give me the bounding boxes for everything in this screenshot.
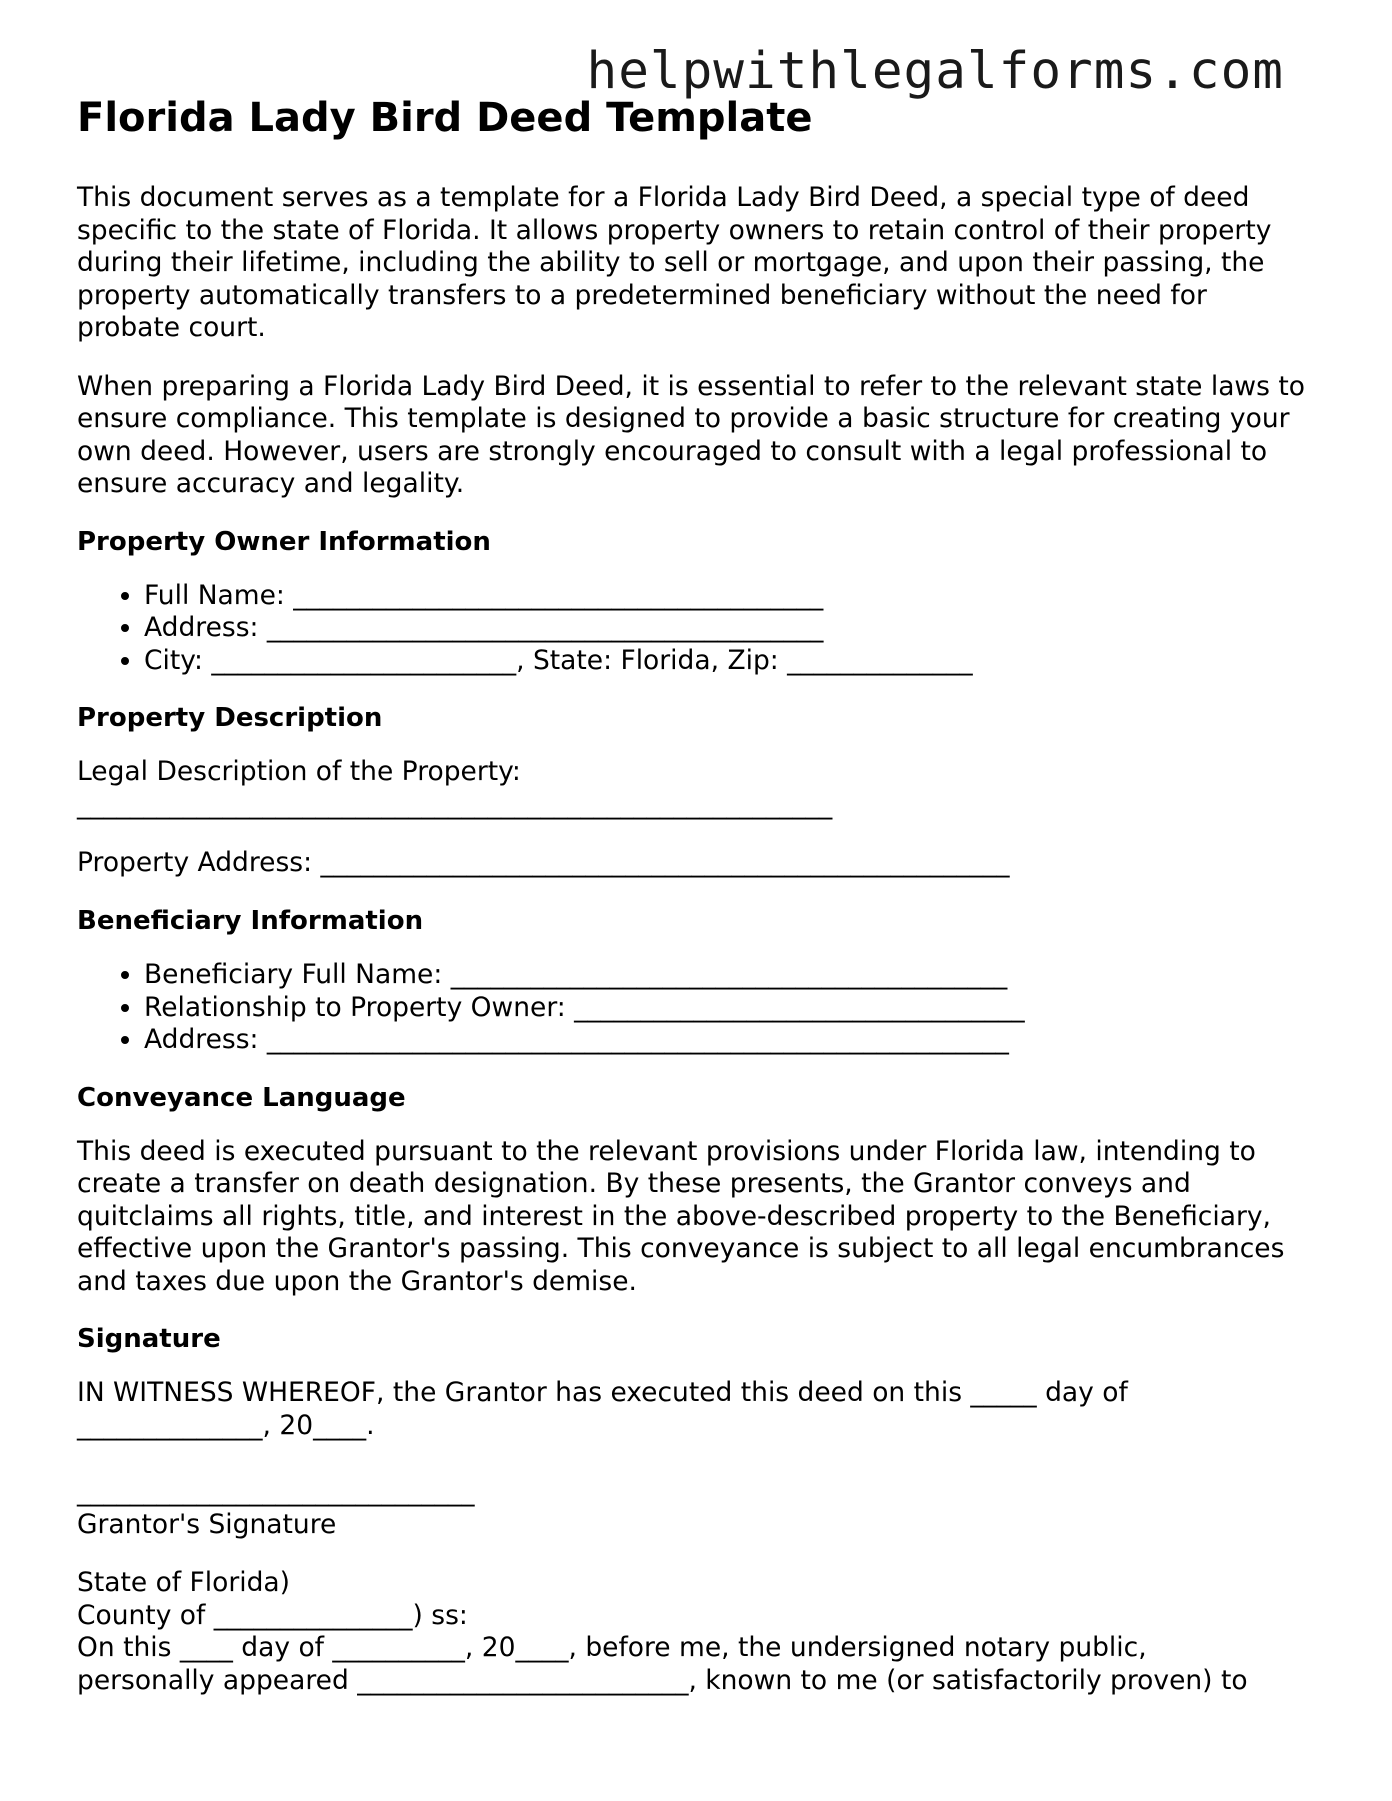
owner-address-field: • Address: __________________________________________: [144, 612, 1317, 645]
witness-line-1: IN WITNESS WHEREOF, the Grantor has executed this deed on this _____ day of: [77, 1377, 1128, 1409]
beneficiary-name-field: • Beneficiary Full Name: __________________________________________: [144, 959, 1317, 992]
beneficiary-fields: [77, 959, 1317, 1057]
legal-description-label: Legal Description of the Property:: [77, 756, 521, 788]
notary-county-line: County of _______________) ss:: [77, 1599, 468, 1631]
grantor-signature-block: [77, 1476, 1317, 1541]
owner-fields: [77, 580, 1317, 678]
notary-state-line: State of Florida): [77, 1567, 291, 1599]
site-watermark: helpwithlegalforms.com: [586, 42, 1284, 101]
conveyance-heading: Conveyance Language: [77, 1082, 406, 1113]
document-page: [77, 95, 1317, 1723]
owner-city-state-zip-field: • City: _______________________, State: Florida, Zip: ______________: [144, 645, 1317, 678]
notary-block: [77, 1567, 1317, 1697]
property-heading: Property Description: [77, 703, 383, 734]
intro-paragraph-1: This document serves as a template for a Florida Lady Bird Deed, a special type of deed specific to the state of Florida. It allows property owners to retain control of their property during their lifetime, including the ability to sell or mortgage, and upon their passing, the property automatically transfers to a predetermined beneficiary without the need for probate court.: [77, 182, 1272, 343]
grantor-signature-label: Grantor's Signature: [77, 1508, 337, 1540]
owner-full-name-field: • Full Name: ________________________________________: [144, 580, 1317, 613]
beneficiary-heading: Beneficiary Information: [77, 905, 424, 936]
property-address-field: Property Address: ____________________________________________________: [77, 847, 1010, 879]
page-title: Florida Lady Bird Deed Template: [77, 95, 813, 141]
beneficiary-relationship-field: • Relationship to Property Owner: __________________________________: [144, 992, 1317, 1025]
beneficiary-address-field: • Address: ________________________________________________________: [144, 1024, 1317, 1057]
witness-statement: [77, 1377, 1317, 1442]
witness-line-2: ______________, 20____.: [77, 1409, 375, 1441]
notary-appeared-line: personally appeared _________________________, known to me (or satisfactorily proven) to: [77, 1664, 1248, 1696]
legal-description-blank: _________________________________________________________: [77, 788, 833, 820]
grantor-signature-line: ______________________________: [77, 1476, 475, 1508]
notary-date-line: On this ____ day of __________, 20____, before me, the undersigned notary public,: [77, 1632, 1147, 1664]
intro-paragraph-2: When preparing a Florida Lady Bird Deed, it is essential to refer to the relevant state laws to ensure compliance. This template is designed to provide a basic structure for creating your own deed. However, users are strongly encouraged to consult with a legal professional to ensure accuracy and legality.: [77, 370, 1305, 499]
signature-heading: Signature: [77, 1324, 221, 1355]
owner-heading: Property Owner Information: [77, 526, 491, 557]
legal-description: [77, 756, 1317, 821]
conveyance-text: This deed is executed pursuant to the relevant provisions under Florida law, intending to create a transfer on death designation. By these presents, the Grantor conveys and quitclaims all rights, title, and interest in the above-described property to the Beneficiary, effective upon the Grantor's passing. This conveyance is subject to all legal encumbrances and taxes due upon the Grantor's demise.: [77, 1135, 1285, 1297]
